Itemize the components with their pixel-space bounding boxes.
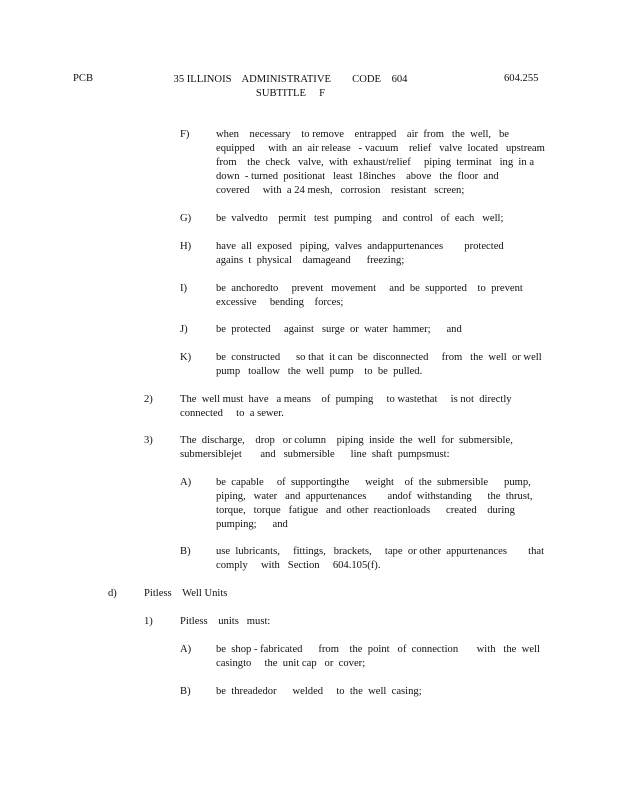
text-line: equipped with an air release - vacuum relief valve located upstream (216, 143, 545, 154)
text-line: down - turned positionat least 18inches above the floor and (216, 171, 499, 182)
header-center-line1: 35 ILLINOIS ADMINISTRATIVE CODE 604 (173, 74, 408, 85)
item-text (216, 476, 533, 532)
text-line: submersiblejet and submersible line shaft pumpsmust: (180, 449, 450, 460)
text-line: pump toallow the well pump to be pulled. (216, 366, 423, 377)
item-label: A) (180, 477, 192, 488)
item-label: K) (180, 352, 192, 363)
item-text (216, 545, 544, 573)
item-text (216, 240, 504, 268)
text-line: from the check valve, with exhaust/relief piping terminat ing in a (216, 157, 535, 168)
item-text (180, 615, 270, 629)
text-line: have all exposed piping, valves andappurtenances protected (216, 241, 504, 252)
text-line: be constructed so that it can be disconnected from the well or well (216, 352, 542, 363)
item-text (216, 643, 540, 671)
text-line: Pitless Well Units (144, 588, 228, 599)
text-line: be protected against surge or water hammer; and (216, 324, 462, 335)
item-label: J) (180, 324, 188, 335)
text-line: casingto the unit cap or cover; (216, 658, 366, 669)
text-line: connected to a sewer. (180, 408, 284, 419)
item-text (216, 685, 422, 699)
item-text (180, 434, 513, 462)
item-label: 2) (144, 394, 153, 405)
item-label: 3) (144, 435, 153, 446)
item-label: G) (180, 213, 192, 224)
text-line: use lubricants, fittings, brackets, tape or other appurtenances that (216, 546, 545, 557)
text-line: be anchoredto prevent movement and be supported to prevent (216, 283, 523, 294)
text-line: be threadedor welded to the well casing; (216, 686, 422, 697)
text-line: when necessary to remove entrapped air from the well, be (216, 129, 509, 140)
text-line: piping, water and appurtenances andof withstanding the thrust, (216, 491, 533, 502)
text-line: be capable of supportingthe weight of the submersible pump, (216, 477, 531, 488)
text-line: be valvedto permit test pumping and control of each well; (216, 213, 504, 224)
text-line: agains t physical damageand freezing; (216, 255, 405, 266)
text-line: comply with Section 604.105(f). (216, 560, 381, 571)
item-text (216, 323, 462, 337)
item-label: I) (180, 283, 188, 294)
text-line: Pitless units must: (180, 616, 271, 627)
item-label: d) (108, 588, 117, 599)
text-line: torque, torque fatigue and other reactionloads created during (216, 505, 515, 516)
item-text (144, 587, 227, 601)
header-right: 604.255 (504, 73, 539, 84)
item-label: F) (180, 129, 190, 140)
item-label: H) (180, 241, 192, 252)
item-text (216, 351, 542, 379)
item-label: 1) (144, 616, 153, 627)
item-text (216, 128, 545, 198)
header-left: PCB (73, 73, 94, 84)
text-line: excessive bending forces; (216, 297, 344, 308)
header-center (173, 73, 408, 101)
item-text (216, 212, 503, 226)
item-text (180, 393, 512, 421)
item-label: A) (180, 644, 192, 655)
text-line: covered with a 24 mesh, corrosion resistant screen; (216, 185, 465, 196)
text-line: The discharge, drop or column piping inside the well for submersible, (180, 435, 513, 446)
text-line: The well must have a means of pumping to wastethat is not directly (180, 394, 512, 405)
item-label: B) (180, 546, 191, 557)
text-line: pumping; and (216, 519, 288, 530)
text-line: be shop - fabricated from the point of connection with the well (216, 644, 540, 655)
page-header (0, 73, 618, 103)
header-center-line2: SUBTITLE F (255, 88, 326, 99)
item-text (216, 282, 523, 310)
item-label: B) (180, 686, 191, 697)
